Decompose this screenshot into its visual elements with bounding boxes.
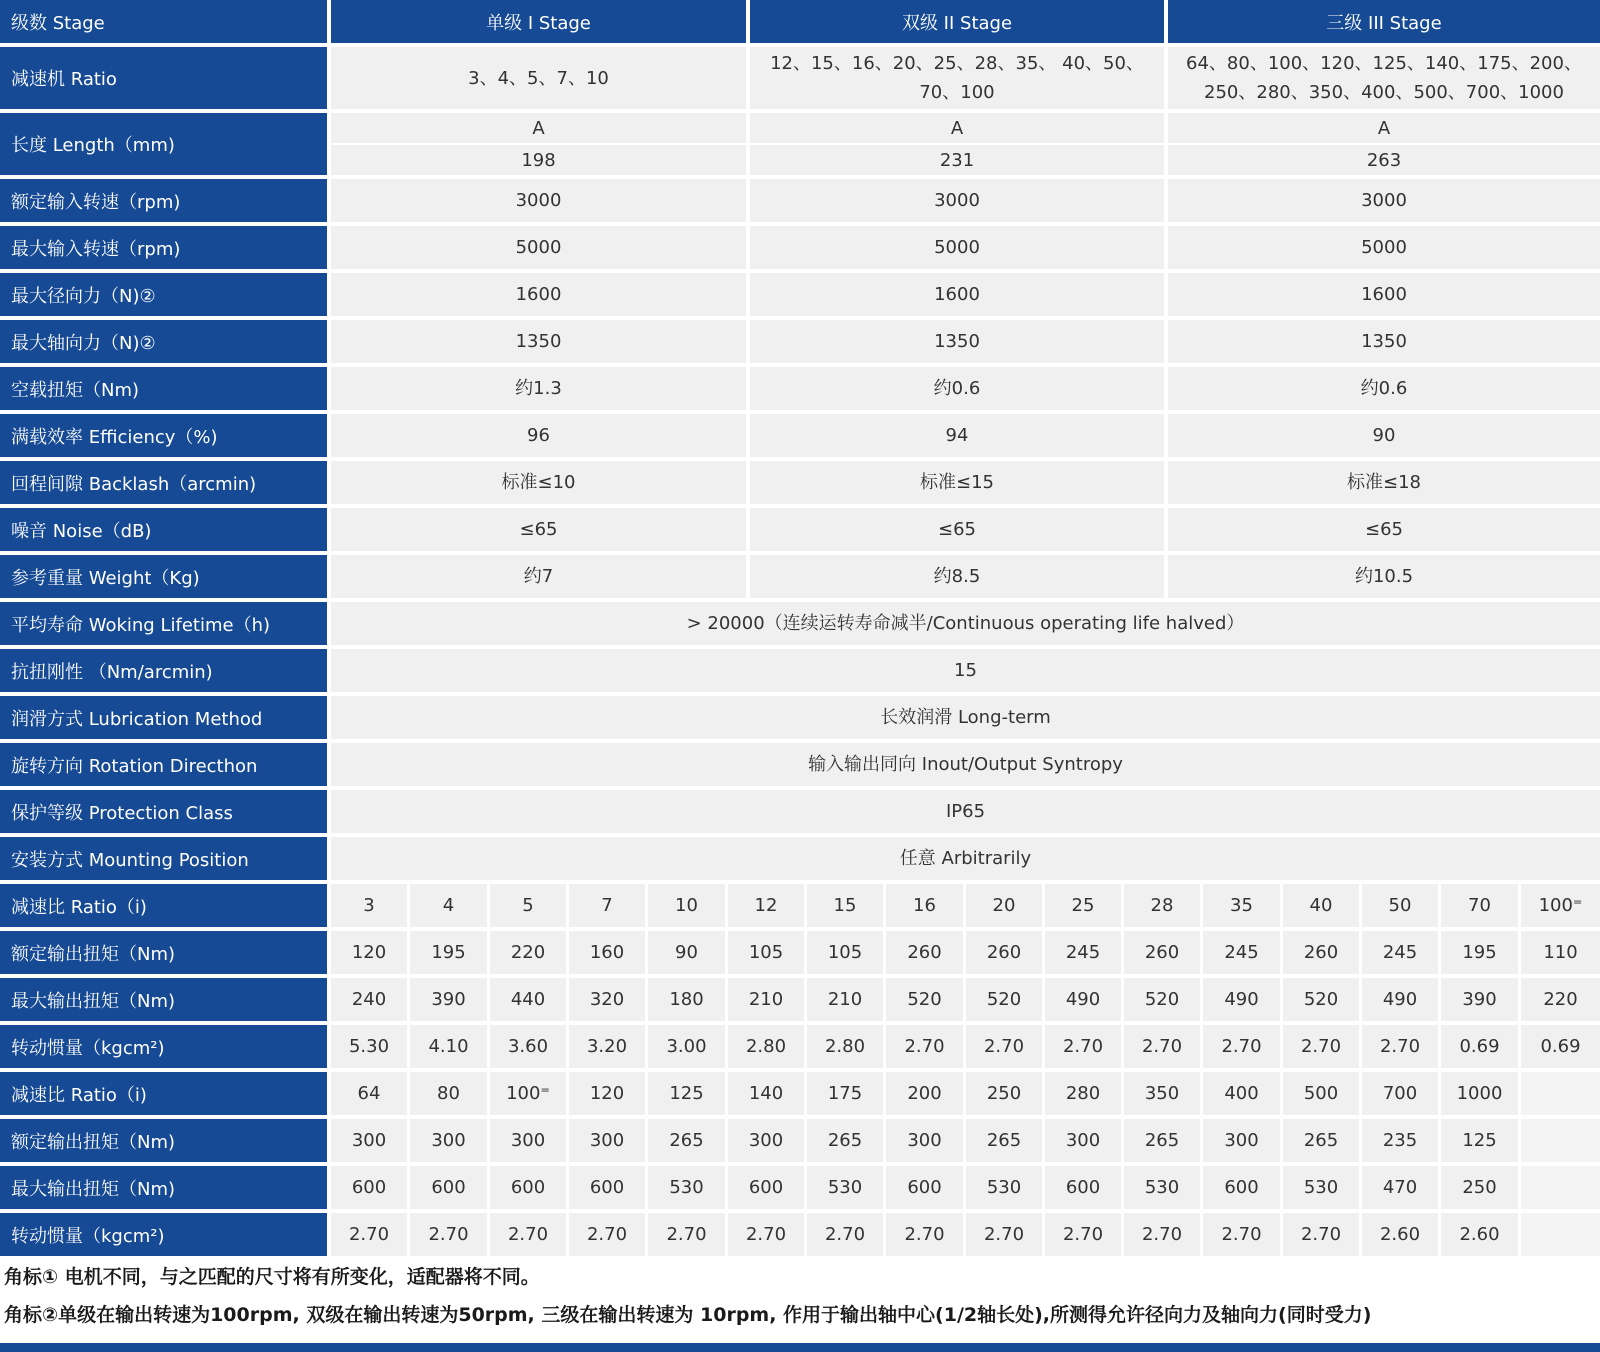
- ratio-cell: 2.70: [1283, 1025, 1359, 1068]
- ratio-cell: 220: [1521, 978, 1600, 1021]
- ratio-cell: 260: [1283, 931, 1359, 974]
- merged-value: 15: [331, 649, 1600, 692]
- ratio-cell: 265: [807, 1119, 883, 1162]
- ratio-cell: 210: [807, 978, 883, 1021]
- ratio-cell: 2.70: [1203, 1213, 1280, 1256]
- ratio-cell: 530: [807, 1166, 883, 1209]
- ratio-cell: 245: [1362, 931, 1438, 974]
- stage-value: 3000: [331, 179, 746, 222]
- ratio-cell: 12: [728, 884, 804, 927]
- ratio-cell: [1521, 1119, 1600, 1162]
- ratio-cell: 2.70: [331, 1213, 407, 1256]
- stage-value: 约0.6: [1168, 367, 1600, 410]
- ratio-cell: 2.80: [807, 1025, 883, 1068]
- ratio-cell: 500: [1283, 1072, 1359, 1115]
- ratio-cell: 2.70: [1124, 1025, 1200, 1068]
- ratio-cell: 7: [569, 884, 645, 927]
- row-label: 噪音 Noise（dB): [0, 508, 327, 551]
- ratio-cell: 300: [569, 1119, 645, 1162]
- row-label: 旋转方向 Rotation Directhon: [0, 743, 327, 786]
- ratio-cell: 300: [1203, 1119, 1280, 1162]
- stage-value: 3000: [750, 179, 1164, 222]
- ratio-cell: 35: [1203, 884, 1280, 927]
- ratio-cell: 3: [331, 884, 407, 927]
- length-value: 231: [750, 145, 1164, 175]
- ratio-cell: 100⁼: [1521, 884, 1600, 927]
- ratio-cell: 2.70: [886, 1025, 963, 1068]
- ratio-cell: 200: [886, 1072, 963, 1115]
- ratio-cell: 300: [1045, 1119, 1121, 1162]
- ratio-cell: 40: [1283, 884, 1359, 927]
- row-label: 安装方式 Mounting Position: [0, 837, 327, 880]
- ratio-cell: 265: [1124, 1119, 1200, 1162]
- stage-value: 1600: [331, 273, 746, 316]
- ratio-cell: [1521, 1072, 1600, 1115]
- ratio-cell: 2.70: [648, 1213, 725, 1256]
- ratio-cell: 2.70: [1283, 1213, 1359, 1256]
- length-sublabel: A: [331, 113, 746, 143]
- row-label: 参考重量 Weight（Kg): [0, 555, 327, 598]
- length-value: 263: [1168, 145, 1600, 175]
- stage-value: 约7: [331, 555, 746, 598]
- ratio-cell: 70: [1441, 884, 1518, 927]
- ratio-cell: 3.20: [569, 1025, 645, 1068]
- ratio-cell: 140: [728, 1072, 804, 1115]
- ratio-cell: 530: [966, 1166, 1042, 1209]
- ratio-cell: 240: [331, 978, 407, 1021]
- ratio-cell: 250: [1441, 1166, 1518, 1209]
- merged-value: 长效润滑 Long-term: [331, 696, 1600, 739]
- header-label: 级数 Stage: [0, 0, 327, 43]
- header-stage-2: 双级 II Stage: [750, 0, 1164, 43]
- ratio-cell: 2.60: [1441, 1213, 1518, 1256]
- ratio-cell: 600: [886, 1166, 963, 1209]
- bottom-bar: [0, 1343, 1600, 1352]
- row-label: 润滑方式 Lubrication Method: [0, 696, 327, 739]
- ratio-cell: 490: [1203, 978, 1280, 1021]
- row-label: 最大输出扭矩（Nm): [0, 1166, 327, 1209]
- stage-value: 1600: [1168, 273, 1600, 316]
- ratio-cell: 50: [1362, 884, 1438, 927]
- ratio-cell: 250: [966, 1072, 1042, 1115]
- ratio-cell: 160: [569, 931, 645, 974]
- ratio-cell: 4.10: [410, 1025, 487, 1068]
- row-label: 最大输入转速（rpm): [0, 226, 327, 269]
- length-sublabel: A: [750, 113, 1164, 143]
- row-label: 满载效率 Efficiency（%): [0, 414, 327, 457]
- ratio-cell: 10: [648, 884, 725, 927]
- ratio-cell: 390: [1441, 978, 1518, 1021]
- ratio-cell: 195: [1441, 931, 1518, 974]
- row-label: 空载扭矩（Nm): [0, 367, 327, 410]
- ratio-cell: 440: [490, 978, 566, 1021]
- ratio-cell: 80: [410, 1072, 487, 1115]
- stage-value: 96: [331, 414, 746, 457]
- ratio-cell: 300: [728, 1119, 804, 1162]
- stage-value: 3000: [1168, 179, 1600, 222]
- ratio-cell: 1000: [1441, 1072, 1518, 1115]
- stage-value: 约0.6: [750, 367, 1164, 410]
- ratio-cell: 520: [1283, 978, 1359, 1021]
- ratio-cell: 4: [410, 884, 487, 927]
- ratio-cell: 2.80: [728, 1025, 804, 1068]
- footnote-2: 角标②单级在输出转速为100rpm, 双级在输出转速为50rpm, 三级在输出转速为 10rpm, 作用于输出轴中心(1/2轴长处),所测得允许径向力及轴向力(同时受力): [4, 1304, 1372, 1326]
- ratio-cell: 600: [1045, 1166, 1121, 1209]
- ratio-cell: 125: [648, 1072, 725, 1115]
- stage-value: 约10.5: [1168, 555, 1600, 598]
- ratio-cell: 235: [1362, 1119, 1438, 1162]
- ratio-cell: 2.70: [886, 1213, 963, 1256]
- stage-value: 5000: [331, 226, 746, 269]
- ratio-cell: 390: [410, 978, 487, 1021]
- ratio-cell: 220: [490, 931, 566, 974]
- stage-value: 5000: [750, 226, 1164, 269]
- ratio-cell: 110: [1521, 931, 1600, 974]
- ratio-cell: 400: [1203, 1072, 1280, 1115]
- stage-value: 约1.3: [331, 367, 746, 410]
- ratio-cell: 2.60: [1362, 1213, 1438, 1256]
- ratio-cell: [1521, 1213, 1600, 1256]
- stage-value: 90: [1168, 414, 1600, 457]
- ratio-cell: 28: [1124, 884, 1200, 927]
- header-stage-1: 单级 I Stage: [331, 0, 746, 43]
- ratio-cell: 520: [886, 978, 963, 1021]
- footnote-1: 角标① 电机不同，与之匹配的尺寸将有所变化，适配器将不同。: [4, 1266, 540, 1288]
- ratio-cell: [1521, 1166, 1600, 1209]
- ratio-cell: 260: [966, 931, 1042, 974]
- merged-value: IP65: [331, 790, 1600, 833]
- ratio-cell: 195: [410, 931, 487, 974]
- row-label: 抗扭刚性 （Nm/arcmin): [0, 649, 327, 692]
- ratio-cell: 2.70: [966, 1025, 1042, 1068]
- ratio-cell: 3.00: [648, 1025, 725, 1068]
- ratio-cell: 120: [331, 931, 407, 974]
- ratio-cell: 105: [728, 931, 804, 974]
- ratio-cell: 600: [490, 1166, 566, 1209]
- ratio-cell: 2.70: [410, 1213, 487, 1256]
- ratio-cell: 320: [569, 978, 645, 1021]
- stage-value: 标准≤15: [750, 461, 1164, 504]
- stage-value: 1350: [750, 320, 1164, 363]
- ratio-cell: 260: [886, 931, 963, 974]
- length-value: 198: [331, 145, 746, 175]
- ratio-cell: 300: [490, 1119, 566, 1162]
- merged-value: > 20000（连续运转寿命减半/Continuous operating life halved）: [331, 602, 1600, 645]
- ratio-cell: 520: [1124, 978, 1200, 1021]
- ratio-cell: 2.70: [569, 1213, 645, 1256]
- ratio-cell: 210: [728, 978, 804, 1021]
- ratio-cell: 530: [648, 1166, 725, 1209]
- row-label: 长度 Length（mm): [0, 113, 327, 175]
- ratio-cell: 16: [886, 884, 963, 927]
- row-label: 额定输入转速（rpm): [0, 179, 327, 222]
- row-label: 最大径向力（N)②: [0, 273, 327, 316]
- ratio-cell: 490: [1045, 978, 1121, 1021]
- ratio-cell: 2.70: [728, 1213, 804, 1256]
- stage-value: 5000: [1168, 226, 1600, 269]
- ratio-cell: 3.60: [490, 1025, 566, 1068]
- ratio-cell: 265: [648, 1119, 725, 1162]
- stage-value: 12、15、16、20、25、28、35、 40、50、 70、100: [750, 47, 1164, 109]
- ratio-cell: 260: [1124, 931, 1200, 974]
- stage-value: 1350: [331, 320, 746, 363]
- stage-value: 3、4、5、7、10: [331, 47, 746, 109]
- ratio-cell: 2.70: [1203, 1025, 1280, 1068]
- row-label: 平均寿命 Woking Lifetime（h): [0, 602, 327, 645]
- merged-value: 输入输出同向 Inout/Output Syntropy: [331, 743, 1600, 786]
- ratio-cell: 2.70: [966, 1213, 1042, 1256]
- ratio-cell: 175: [807, 1072, 883, 1115]
- ratio-cell: 2.70: [1124, 1213, 1200, 1256]
- row-label: 减速比 Ratio（i): [0, 884, 327, 927]
- ratio-cell: 2.70: [490, 1213, 566, 1256]
- row-label: 减速机 Ratio: [0, 47, 327, 109]
- ratio-cell: 5.30: [331, 1025, 407, 1068]
- ratio-cell: 300: [331, 1119, 407, 1162]
- ratio-cell: 530: [1124, 1166, 1200, 1209]
- ratio-cell: 64: [331, 1072, 407, 1115]
- row-label: 额定输出扭矩（Nm): [0, 931, 327, 974]
- ratio-cell: 2.70: [1045, 1213, 1121, 1256]
- header-stage-3: 三级 III Stage: [1168, 0, 1600, 43]
- ratio-cell: 490: [1362, 978, 1438, 1021]
- ratio-cell: 600: [410, 1166, 487, 1209]
- ratio-cell: 2.70: [1045, 1025, 1121, 1068]
- ratio-cell: 0.69: [1521, 1025, 1600, 1068]
- row-label: 转动惯量（kgcm²): [0, 1213, 327, 1256]
- ratio-cell: 25: [1045, 884, 1121, 927]
- ratio-cell: 600: [331, 1166, 407, 1209]
- stage-value: 标准≤10: [331, 461, 746, 504]
- row-label: 回程间隙 Backlash（arcmin): [0, 461, 327, 504]
- ratio-cell: 530: [1283, 1166, 1359, 1209]
- row-label: 最大轴向力（N)②: [0, 320, 327, 363]
- stage-value: 1600: [750, 273, 1164, 316]
- ratio-cell: 300: [886, 1119, 963, 1162]
- merged-value: 任意 Arbitrarily: [331, 837, 1600, 880]
- ratio-cell: 15: [807, 884, 883, 927]
- stage-value: 标准≤18: [1168, 461, 1600, 504]
- ratio-cell: 245: [1203, 931, 1280, 974]
- ratio-cell: 90: [648, 931, 725, 974]
- ratio-cell: 125: [1441, 1119, 1518, 1162]
- stage-value: ≤65: [750, 508, 1164, 551]
- ratio-cell: 265: [1283, 1119, 1359, 1162]
- ratio-cell: 20: [966, 884, 1042, 927]
- ratio-cell: 180: [648, 978, 725, 1021]
- stage-value: 约8.5: [750, 555, 1164, 598]
- stage-value: ≤65: [1168, 508, 1600, 551]
- row-label: 额定输出扭矩（Nm): [0, 1119, 327, 1162]
- ratio-cell: 0.69: [1441, 1025, 1518, 1068]
- ratio-cell: 105: [807, 931, 883, 974]
- ratio-cell: 600: [569, 1166, 645, 1209]
- stage-value: 94: [750, 414, 1164, 457]
- ratio-cell: 600: [1203, 1166, 1280, 1209]
- row-label: 减速比 Ratio（i): [0, 1072, 327, 1115]
- ratio-cell: 470: [1362, 1166, 1438, 1209]
- ratio-cell: 280: [1045, 1072, 1121, 1115]
- ratio-cell: 100⁼: [490, 1072, 566, 1115]
- row-label: 保护等级 Protection Class: [0, 790, 327, 833]
- stage-value: 1350: [1168, 320, 1600, 363]
- ratio-cell: 300: [410, 1119, 487, 1162]
- ratio-cell: 700: [1362, 1072, 1438, 1115]
- ratio-cell: 520: [966, 978, 1042, 1021]
- stage-value: ≤65: [331, 508, 746, 551]
- ratio-cell: 265: [966, 1119, 1042, 1162]
- row-label: 转动惯量（kgcm²): [0, 1025, 327, 1068]
- ratio-cell: 350: [1124, 1072, 1200, 1115]
- ratio-cell: 2.70: [807, 1213, 883, 1256]
- length-sublabel: A: [1168, 113, 1600, 143]
- row-label: 最大输出扭矩（Nm): [0, 978, 327, 1021]
- ratio-cell: 5: [490, 884, 566, 927]
- ratio-cell: 2.70: [1362, 1025, 1438, 1068]
- ratio-cell: 245: [1045, 931, 1121, 974]
- ratio-cell: 120: [569, 1072, 645, 1115]
- ratio-cell: 600: [728, 1166, 804, 1209]
- stage-value: 64、80、100、120、125、140、175、200、 250、280、350、400、500、700、1000: [1168, 47, 1600, 109]
